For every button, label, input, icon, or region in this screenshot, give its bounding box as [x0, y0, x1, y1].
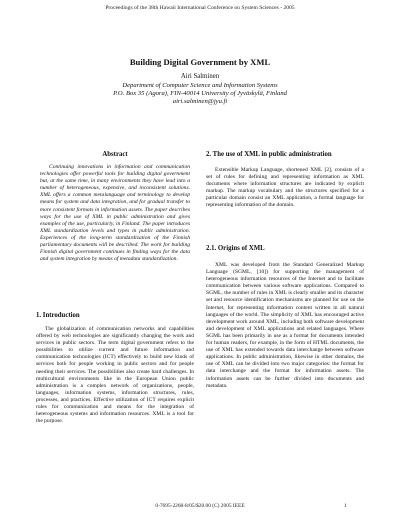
affiliation-email: airi.salminen@jyu.fi — [172, 98, 228, 105]
introduction-text: The globalization of communication networks and capabilities offered by web technologies are significantly changing the work and services in public sectors. The term digital government refers to the possibilities to utilize current and future information and communication technologies (ICT) effectively to build new kinds of services both for people working in public sectors and for people needing their services. The possibilities also create hard challenges. In multicultural environments like in the European Union public administration is a complex network of organizations, people, languages, information systems, information structures, rules, processes, and practices. Effective utilization of ICT requires explicit rules for communication and means for the integration of heterogeneous systems and information resources. XML is a tool for the purpose. — [36, 326, 194, 425]
abstract-text: Continuing innovations in information and communication technologies offer powerful tools for building digital government but, at the same time, in many environments they have lead into a number of heterogeneous, expensive, and inconsistent solutions. XML offers a common metalanguage and terminology to develop means for system and data integration, and for gradual transfer to more consistent formats in information assets. The paper describes ways for the use of XML in public administration and gives examples of the use, particularly, in Finland. The paper introduces XML standardization levels and types in public administration. Experiences of the long-term standardization of the Finnish parliamentary documents will be described. The work for building Finnish digital government continues in finding ways for the data and system integration by means of metadata standardization. — [40, 164, 190, 263]
affiliation-address: P.O. Box 35 (Agora), FIN-40014 University of Jyväskylä, Finland — [113, 90, 287, 97]
section21-text: XML was developed from the Standard Generalized Markup Language (SGML, [10]) for supporting the management of heterogeneous information resources of the Internet and to facilitate communication between various software applications. Compared to SGML, the number of rules in XML is clearly smaller and its character set and resource identification mechanisms are planned for use on the Internet, for representing information content written in all natural languages of the world. The simplicity of XML has encouraged active development work around XML, including both software development and development of XML applications and related languages. Where SGML has been primarily in use as a format for documents intended for human readers, for example, in the form of HTML documents, the use of XML has extended towards data interchange between software applications. In public administration, likewise in other domains, the use of XML can be divided into two major categories: the format for data interchange and the format for information assets. The information assets can be further divided into documents and metadata. — [206, 262, 364, 389]
section2-text: Extensible Markup Language, shortened XML [2], consists of a set of rules for defining and representing information as XML documents where information structures are indicated by explicit markup. The markup vocabulary and the structures specified for a particular domain consist an XML application, a formal language for representing information of the domain. — [206, 167, 364, 209]
abstract-heading: Abstract — [102, 151, 128, 158]
section2-heading: 2. The use of XML in public administration — [206, 151, 332, 158]
page-number: 1 — [344, 503, 347, 509]
introduction-heading: 1. Introduction — [36, 312, 80, 319]
running-header: Proceedings of the 38th Hawaii International Conference on System Sciences - 2005 — [105, 5, 295, 11]
copyright-footer: 0-7695-2268-8/05/$20.00 (C) 2005 IEEE — [155, 503, 245, 509]
section21-heading: 2.1. Origins of XML — [206, 245, 265, 252]
affiliation-department: Department of Computer Science and Information Systems — [122, 82, 278, 89]
paper-title: Building Digital Government by XML — [129, 57, 271, 67]
author-name: Airi Salminen — [180, 73, 220, 80]
